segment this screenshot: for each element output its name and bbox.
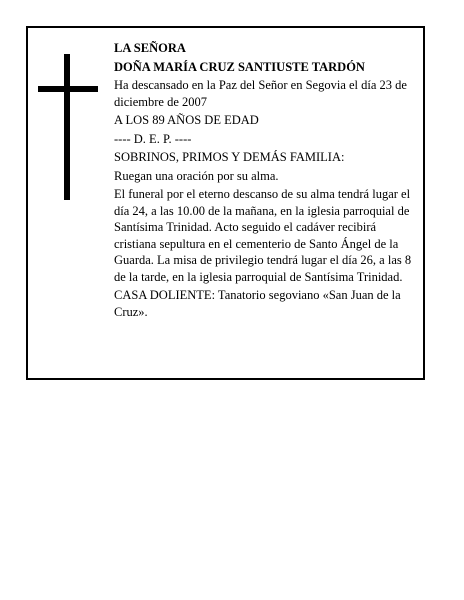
family-line: SOBRINOS, PRIMOS Y DEMÁS FAMILIA: (114, 150, 345, 164)
rest-statement: Ha descansado en la Paz del Señor en Segovia el día 23 de diciembre de 2007 (114, 78, 407, 109)
funeral-home: CASA DOLIENTE: Tanatorio segoviano «San Juan de la Cruz». (114, 288, 401, 319)
cross-vertical-bar (64, 54, 70, 200)
obituary-notice (26, 26, 425, 380)
obituary-text (114, 40, 420, 322)
cross-horizontal-bar (38, 86, 98, 92)
cross-icon (38, 54, 98, 200)
age-statement: A LOS 89 AÑOS DE EDAD (114, 113, 259, 127)
notice-title: LA SEÑORA (114, 41, 186, 55)
deceased-name: DOÑA MARÍA CRUZ SANTIUSTE TARDÓN (114, 59, 365, 74)
funeral-details: El funeral por el eterno descanso de su alma tendrá lugar el día 24, a las 10.00 de la mañana, en la iglesia parroquial de Santísima Trinidad. Acto seguido el cadáver recibirá cristiana sepultura en el cementerio de Santo Ángel de la Guarda. La misa de privilegio tendrá lugar el día 26, a las 8 de la tarde, en la iglesia parroquial de Santísima Trinidad. (114, 187, 412, 284)
prayer-line: Ruegan una oración por su alma. (114, 168, 279, 183)
rip-line: ---- D. E. P. ---- (114, 131, 192, 146)
